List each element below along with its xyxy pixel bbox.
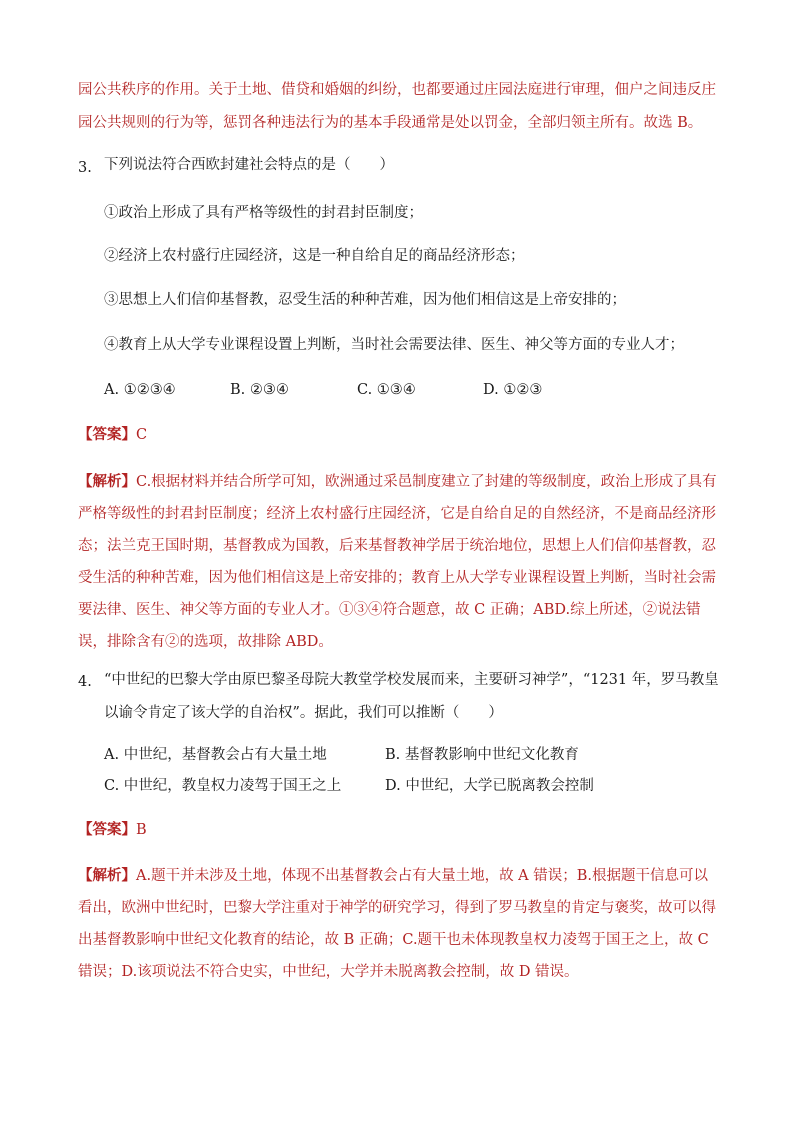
analysis-label: 【解析】	[78, 867, 136, 884]
answer-label: 【答案】	[78, 426, 136, 443]
question-4-answer	[78, 816, 147, 844]
question-4-number: 4.	[78, 674, 92, 690]
analysis-label: 【解析】	[78, 473, 136, 490]
question-3-option-b: B. ②③④	[230, 382, 289, 398]
question-3-stem: 下列说法符合西欧封建社会特点的是（ ）	[104, 157, 394, 173]
question-4-option-d: D. 中世纪，大学已脱离教会控制	[385, 778, 594, 794]
analysis-text: A.题干并未涉及土地，体现不出基督教会占有大量土地，故 A 错误；B.根据题干信息可以看出，欧洲中世纪时，巴黎大学注重对于神学的研究学习，得到了罗马教皇的肯定与褒奖，故可以得出基督教影响中世纪文化教育的结论，故 B 正确；C.题干也未体现教皇权力凌驾于国王之上，故 C 错误；D.该项说法不符合史实，中世纪，大学并未脱离教会控制，故 D 错误。	[78, 868, 716, 980]
answer-value: B	[136, 822, 147, 838]
question-3-option-c: C. ①③④	[357, 382, 416, 398]
question-4-option-b: B. 基督教影响中世纪文化教育	[385, 747, 579, 763]
question-4-option-a: A. 中世纪，基督教会占有大量土地	[104, 747, 327, 763]
analysis-text: C.根据材料并结合所学可知，欧洲通过采邑制度建立了封建的等级制度，政治上形成了具有严格等级性的封君封臣制度；经济上农村盛行庄园经济，它是自给自足的自然经济，不是商品经济形态；法兰克王国时期，基督教成为国教，后来基督教神学居于统治地位，思想上人们信仰基督教，忍受生活的种种苦难，因为他们相信这是上帝安排的；教育上从大学专业课程设置上判断，当时社会需要法律、医生、神父等方面的专业人才。①③④符合题意，故 C 正确；ABD.综上所述，②说法错误，排除含有②的选项，故排除 ABD。	[78, 474, 717, 650]
question-3-answer	[78, 421, 147, 449]
question-3-statement-3: ③思想上人们信仰基督教，忍受生活的种种苦难，因为他们相信这是上帝安排的；	[104, 292, 626, 308]
question-3-statement-2: ②经济上农村盛行庄园经济，这是一种自给自足的商品经济形态；	[104, 248, 525, 264]
intro-paragraph: 园公共秩序的作用。关于土地、借贷和婚姻的纠纷，也都要通过庄园法庭进行审理，佃户之间违反庄园公共规则的行为等，惩罚各种违法行为的基本手段通常是处以罚金，全部归领主所有。故选 B。	[78, 82, 716, 131]
question-3-statement-4: ④教育上从大学专业课程设置上判断，当时社会需要法律、医生、神父等方面的专业人才；	[104, 337, 684, 353]
question-3-option-a: A. ①②③④	[104, 382, 176, 398]
question-3-option-d: D. ①②③	[483, 382, 543, 398]
answer-label: 【答案】	[78, 821, 136, 838]
question-4-analysis	[78, 860, 718, 988]
question-3-analysis	[78, 466, 718, 658]
answer-value: C	[136, 427, 148, 443]
question-3-number: 3.	[78, 160, 92, 176]
question-3-statement-1: ①政治上形成了具有严格等级性的封君封臣制度；	[104, 205, 423, 221]
question-4-option-c: C. 中世纪，教皇权力凌驾于国王之上	[104, 778, 342, 794]
question-4-stem: “中世纪的巴黎大学由原巴黎圣母院大教堂学校发展而来，主要研习神学”，“1231 年，罗马教皇以谕令肯定了该大学的自治权”。据此，我们可以推断（ ）	[104, 672, 719, 721]
